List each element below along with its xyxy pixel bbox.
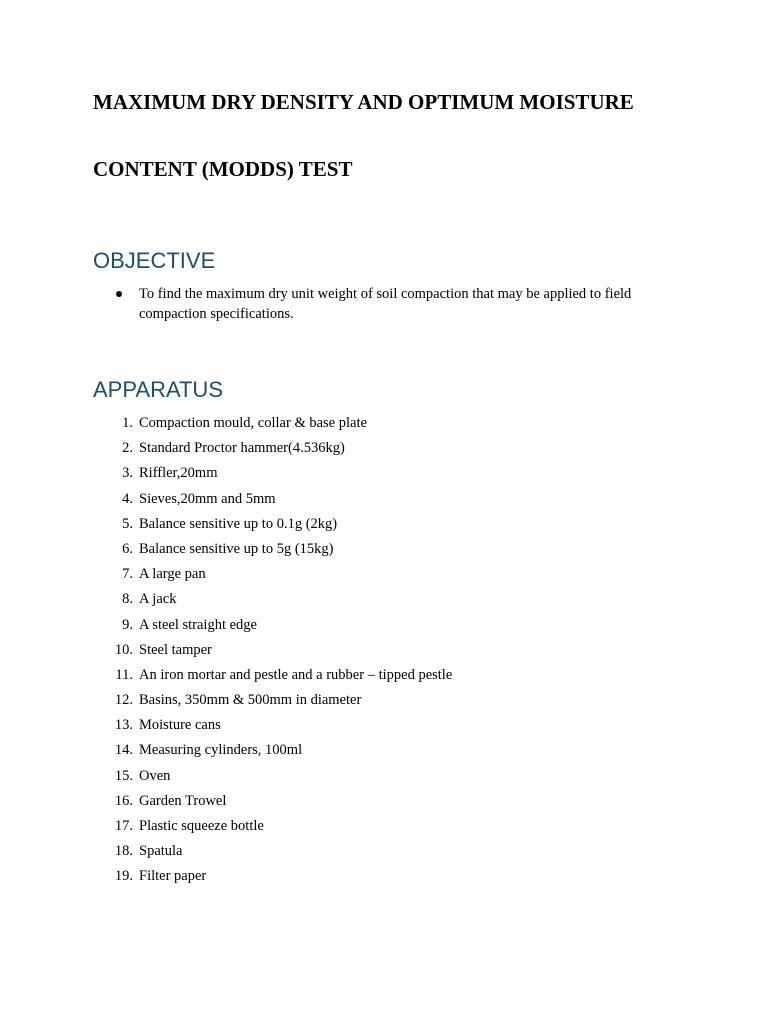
list-item-number: 3. xyxy=(122,465,133,482)
list-item-number: 10. xyxy=(114,641,133,658)
list-item-text: Moisture cans xyxy=(139,717,221,734)
list-item xyxy=(93,489,693,514)
list-item xyxy=(93,589,693,614)
list-item-number: 18. xyxy=(114,843,133,860)
list-item-text: Plastic squeeze bottle xyxy=(139,818,264,834)
list-item xyxy=(93,640,693,665)
list-item-number: 12. xyxy=(114,692,133,709)
list-item-number: 8. xyxy=(122,591,133,608)
list-item-text: An iron mortar and pestle and a rubber – tipped pestle xyxy=(139,666,453,683)
objective-text: To find the maximum dry unit weight of soil compaction that may be applied to field compaction specifications. xyxy=(139,286,632,322)
list-item-text: Compaction mould, collar & base plate xyxy=(139,415,367,431)
list-item xyxy=(93,791,693,816)
list-item-number: 15. xyxy=(114,767,133,784)
list-item xyxy=(93,740,693,765)
document-subtitle: CONTENT (MODDS) TEST xyxy=(93,157,353,181)
apparatus-list xyxy=(93,413,693,892)
list-item xyxy=(93,841,693,866)
list-item-text: A large pan xyxy=(139,566,206,583)
objective-list xyxy=(93,284,693,324)
objective-heading: OBJECTIVE xyxy=(93,248,216,273)
list-item-number: 16. xyxy=(114,792,133,809)
list-item-text: Sieves,20mm and 5mm xyxy=(139,490,276,507)
list-item xyxy=(93,514,693,539)
list-item xyxy=(93,816,693,841)
list-item-number: 9. xyxy=(122,616,133,633)
list-item-text: A steel straight edge xyxy=(139,616,257,633)
list-item-text: Filter paper xyxy=(139,868,207,885)
list-item-number: 5. xyxy=(122,515,133,532)
list-item xyxy=(93,284,693,324)
list-item-text: Oven xyxy=(139,767,171,784)
bullet-icon xyxy=(116,291,122,297)
list-item xyxy=(93,615,693,640)
list-item xyxy=(93,866,693,891)
list-item-text: Measuring cylinders, 100ml xyxy=(139,742,303,759)
list-item-text: Spatula xyxy=(139,843,183,860)
list-item xyxy=(93,766,693,791)
list-item-text: Riffler,20mm xyxy=(139,465,218,482)
list-item xyxy=(93,438,693,463)
document-title: MAXIMUM DRY DENSITY AND OPTIMUM MOISTURE xyxy=(93,90,634,114)
list-item-number: 14. xyxy=(114,742,133,759)
list-item-number: 19. xyxy=(114,868,133,885)
list-item-number: 4. xyxy=(122,490,133,507)
list-item-text: Balance sensitive up to 5g (15kg) xyxy=(139,540,334,557)
list-item xyxy=(93,539,693,564)
list-item-text: Standard Proctor hammer(4.536kg) xyxy=(139,440,345,457)
list-item-number: 11. xyxy=(115,666,133,683)
list-item xyxy=(93,715,693,740)
list-item-number: 1. xyxy=(122,415,133,431)
list-item-text: Steel tamper xyxy=(139,641,212,658)
list-item-number: 7. xyxy=(122,566,133,583)
list-item xyxy=(93,665,693,690)
list-item-number: 2. xyxy=(122,440,133,457)
list-item xyxy=(93,463,693,488)
list-item-text: Garden Trowel xyxy=(139,792,227,809)
list-item xyxy=(93,564,693,589)
list-item-number: 6. xyxy=(122,540,133,557)
list-item-number: 17. xyxy=(114,818,133,834)
list-item xyxy=(93,413,693,438)
list-item-number: 13. xyxy=(114,717,133,734)
apparatus-heading: APPARATUS xyxy=(93,377,223,402)
list-item-text: Balance sensitive up to 0.1g (2kg) xyxy=(139,515,338,532)
list-item-text: Basins, 350mm & 500mm in diameter xyxy=(139,692,362,709)
list-item xyxy=(93,690,693,715)
list-item-text: A jack xyxy=(139,591,177,608)
